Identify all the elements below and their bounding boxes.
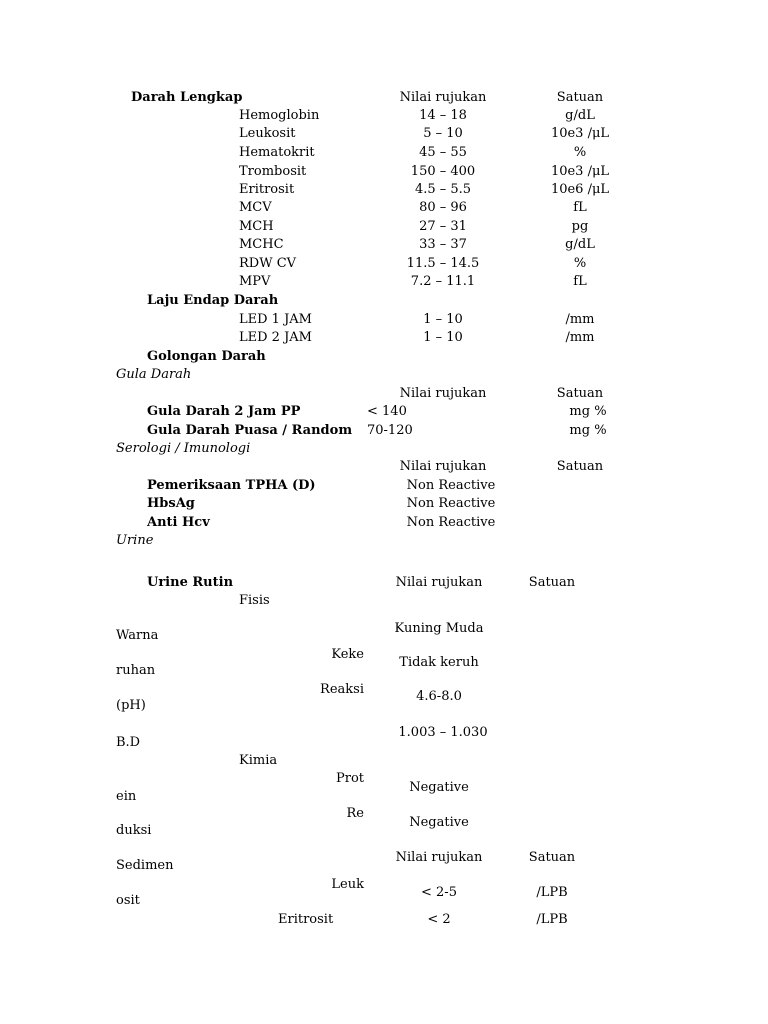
test-range: 4.5 – 5.5: [414, 182, 472, 197]
test-range: 33 – 37: [419, 237, 467, 252]
satuan-header: Satuan: [528, 850, 576, 865]
protein-value: Negative: [409, 780, 469, 795]
leukosit-label-part1: Leuk: [331, 877, 364, 892]
test-range: 5 – 10: [423, 126, 463, 141]
test-name: Anti Hcv: [147, 515, 210, 530]
test-name: HbsAg: [147, 496, 195, 511]
leukosit-label-part2: osit: [116, 893, 140, 908]
serologi-section: Serologi / Imunologi: [116, 441, 251, 456]
urine-section: Urine: [116, 533, 154, 548]
test-name: Trombosit: [239, 164, 307, 179]
reaksi-label-part2: (pH): [116, 698, 146, 713]
test-range: 45 – 55: [419, 145, 467, 160]
darah-lengkap-title: Darah Lengkap: [131, 90, 243, 105]
satuan-header: Satuan: [556, 386, 604, 401]
reaksi-label-part1: Reaksi: [320, 682, 364, 697]
test-range: 80 – 96: [419, 200, 467, 215]
kekeruhan-label-part1: Keke: [331, 647, 364, 662]
warna-label: Warna: [116, 628, 159, 643]
test-range: 1 – 10: [423, 312, 463, 327]
test-unit: /mm: [565, 330, 595, 345]
test-name: MPV: [239, 274, 271, 289]
reduksi-value: Negative: [409, 815, 469, 830]
led-title: Laju Endap Darah: [147, 293, 279, 308]
test-unit: fL: [573, 274, 587, 289]
test-unit: mg %: [569, 404, 607, 419]
test-unit: fL: [573, 200, 587, 215]
test-unit: 10e3 /μL: [550, 164, 610, 179]
test-unit: g/dL: [565, 108, 595, 123]
test-range: 11.5 – 14.5: [406, 256, 480, 271]
eritrosit-label: Eritrosit: [278, 912, 334, 927]
test-name: Gula Darah Puasa / Random: [147, 423, 353, 438]
test-name: LED 2 JAM: [239, 330, 312, 345]
ph-value: 4.6-8.0: [416, 689, 462, 704]
satuan-header: Satuan: [556, 90, 604, 105]
gula-darah-section: Gula Darah: [116, 367, 192, 382]
test-range: 27 – 31: [419, 219, 467, 234]
eritrosit-value: < 2: [427, 912, 451, 927]
satuan-header: Satuan: [556, 459, 604, 474]
test-name: Leukosit: [239, 126, 296, 141]
satuan-header: Satuan: [528, 575, 576, 590]
leukosit-unit: /LPB: [536, 885, 568, 900]
bd-value: 1.003 – 1.030: [398, 725, 488, 740]
protein-label-part1: Prot: [335, 771, 364, 786]
test-range: 14 – 18: [419, 108, 467, 123]
nilai-rujukan-header: Nilai rujukan: [399, 459, 487, 474]
test-unit: 10e6 /μL: [550, 182, 610, 197]
test-range: < 140: [367, 404, 407, 419]
test-name: MCV: [239, 200, 272, 215]
nilai-rujukan-header: Nilai rujukan: [399, 386, 487, 401]
test-unit: /mm: [565, 312, 595, 327]
test-range: 1 – 10: [423, 330, 463, 345]
eritrosit-unit: /LPB: [536, 912, 568, 927]
kekeruhan-value: Tidak keruh: [399, 655, 479, 670]
warna-value: Kuning Muda: [394, 621, 484, 636]
test-unit: pg: [571, 219, 589, 234]
leukosit-value: < 2-5: [421, 885, 457, 900]
reduksi-label-part2: duksi: [116, 823, 152, 838]
test-name: Hematokrit: [239, 145, 315, 160]
reduksi-label-part1: Re: [346, 806, 364, 821]
test-name: MCHC: [239, 237, 284, 252]
bd-label: B.D: [116, 735, 141, 750]
test-name: Eritrosit: [239, 182, 295, 197]
test-unit: %: [573, 145, 587, 160]
kekeruhan-label-part2: ruhan: [116, 663, 156, 678]
test-unit: %: [573, 256, 587, 271]
protein-label-part2: ein: [116, 789, 137, 804]
nilai-rujukan-header: Nilai rujukan: [395, 575, 483, 590]
test-unit: 10e3 /μL: [550, 126, 610, 141]
test-range: 70-120: [367, 423, 413, 438]
test-result: Non Reactive: [406, 496, 496, 511]
sedimen-label: Sedimen: [116, 858, 174, 873]
nilai-rujukan-header: Nilai rujukan: [399, 90, 487, 105]
test-name: Gula Darah 2 Jam PP: [147, 404, 301, 419]
test-name: RDW CV: [239, 256, 297, 271]
test-name: Hemoglobin: [239, 108, 320, 123]
test-result: Non Reactive: [406, 478, 496, 493]
test-result: Non Reactive: [406, 515, 496, 530]
test-unit: g/dL: [565, 237, 595, 252]
nilai-rujukan-header: Nilai rujukan: [395, 850, 483, 865]
test-name: Pemeriksaan TPHA (D): [147, 478, 316, 493]
kimia-label: Kimia: [239, 753, 278, 768]
test-unit: mg %: [569, 423, 607, 438]
test-range: 150 – 400: [410, 164, 476, 179]
golongan-darah-title: Golongan Darah: [147, 349, 266, 364]
test-name: MCH: [239, 219, 274, 234]
fisis-label: Fisis: [239, 593, 270, 608]
urine-rutin-title: Urine Rutin: [147, 575, 234, 590]
test-range: 7.2 – 11.1: [410, 274, 476, 289]
test-name: LED 1 JAM: [239, 312, 312, 327]
